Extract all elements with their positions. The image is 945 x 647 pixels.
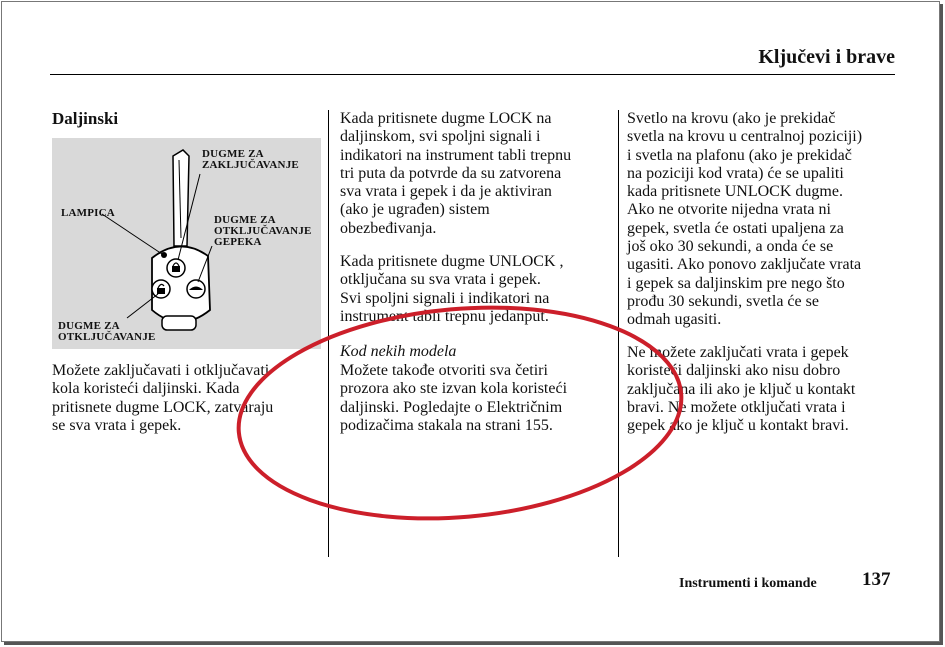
column1-body: Možete zaključavati i otključavati kola koristeći daljinski. Kada pritisnete dugme LOCK, zatvaraju se sva vrata i gepek. (52, 362, 274, 434)
column3-para1: Svetlo na krovu (ako je prekidač svetla na krovu u centralnoj poziciji) i svetla na plafonu (ako je prekidač na poziciji kod vrata) će se upaliti kada pritisnete UNLOCK dugme. Ako ne otvorite nijedna vrata ni gepek, svetla će ostati upaljena za još oko 30 sekundi, a onda će se ugasiti. Ako ponovo zaključate vrata i gepek sa daljinskim pre nego što prođu 30 sekundi, svetla će se odmah ugasiti. (627, 110, 863, 329)
page-number: 137 (862, 569, 891, 590)
column-divider-right (618, 110, 619, 557)
trunk-button-label: DUGME ZA OTKLJUČAVANJE GEPEKA (214, 214, 312, 248)
key-fob-figure (52, 138, 321, 349)
footer-section-title: Instrumenti i komande (679, 576, 817, 591)
model-note: Kod nekih modela (340, 343, 457, 360)
unlock-button-label: DUGME ZA OTKLJUČAVANJE (58, 320, 156, 343)
section-heading: Daljinski (52, 109, 119, 128)
header-rule (50, 74, 895, 75)
column2-para3: Možete takođe otvoriti sva četiri prozora ako ste izvan kola koristeći daljinski. Pogledajte o Električnim podizačima stakala na strani 155. (340, 362, 568, 434)
column2-para1: Kada pritisnete dugme LOCK na daljinskom, svi spoljni signali i indikatori na instrument tabli trepnu tri puta da potvrde da su zatvorena sva vrata i gepek i da je aktiviran (ako je ugrađen) sistem obezbeđivanja. (340, 110, 572, 237)
column3-para2: Ne možete zaključati vrata i gepek koristeći daljinski ako nisu dobro zaključana ili ako je ključ u kontakt bravi. Ne možete otključati vrata i gepek ako je ključ u kontakt bravi. (627, 344, 856, 435)
lock-button-label: DUGME ZA ZAKLJUČAVANJE (202, 148, 299, 171)
column2-para2: Kada pritisnete dugme UNLOCK , otključana su sva vrata i gepek. Svi spoljni signali i indikatori na instrument tabli trepnu jedanput. (340, 253, 564, 325)
lamp-label: LAMPICA (61, 207, 115, 219)
page-title: Ključevi i brave (758, 46, 895, 68)
column-divider-left (328, 110, 329, 557)
